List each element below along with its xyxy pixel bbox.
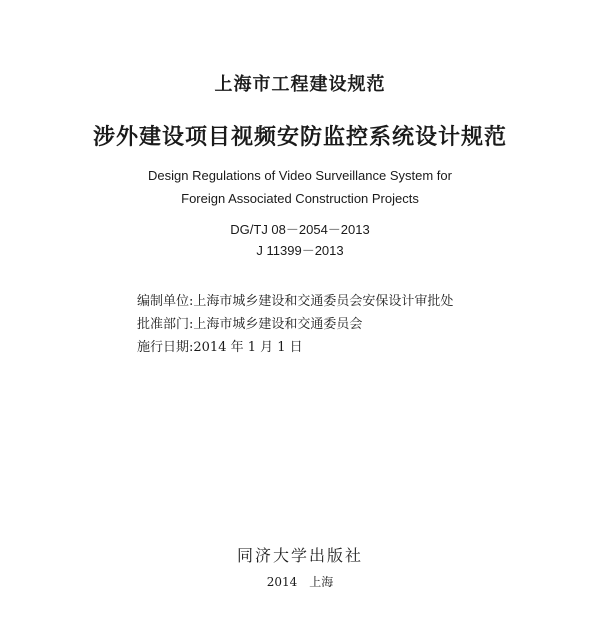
publication-year: 2014 — [266, 575, 298, 589]
english-title — [0, 164, 600, 210]
standard-codes — [0, 219, 600, 261]
publication-info — [0, 573, 600, 590]
effective-date: 施行日期:2014 年 1 月 1 日 — [137, 340, 303, 355]
english-title-line-2: Foreign Associated Construction Projects — [181, 191, 419, 206]
compiler-unit: 编制单位:上海市城乡建设和交通委员会安保设计审批处 — [137, 294, 454, 309]
english-title-line-1: Design Regulations of Video Surveillance System for — [148, 168, 452, 183]
standard-number: DG/TJ 08－2054－2013 — [230, 222, 370, 237]
main-title: 涉外建设项目视频安防监控系统设计规范 — [92, 125, 507, 150]
publication-meta — [137, 290, 453, 359]
record-number: J 11399－2013 — [256, 243, 344, 258]
series-title: 上海市工程建设规范 — [214, 74, 386, 95]
publisher-name: 同济大学出版社 — [236, 546, 363, 565]
publication-city: 上海 — [309, 575, 334, 589]
approval-department: 批准部门:上海市城乡建设和交通委员会 — [137, 317, 363, 332]
